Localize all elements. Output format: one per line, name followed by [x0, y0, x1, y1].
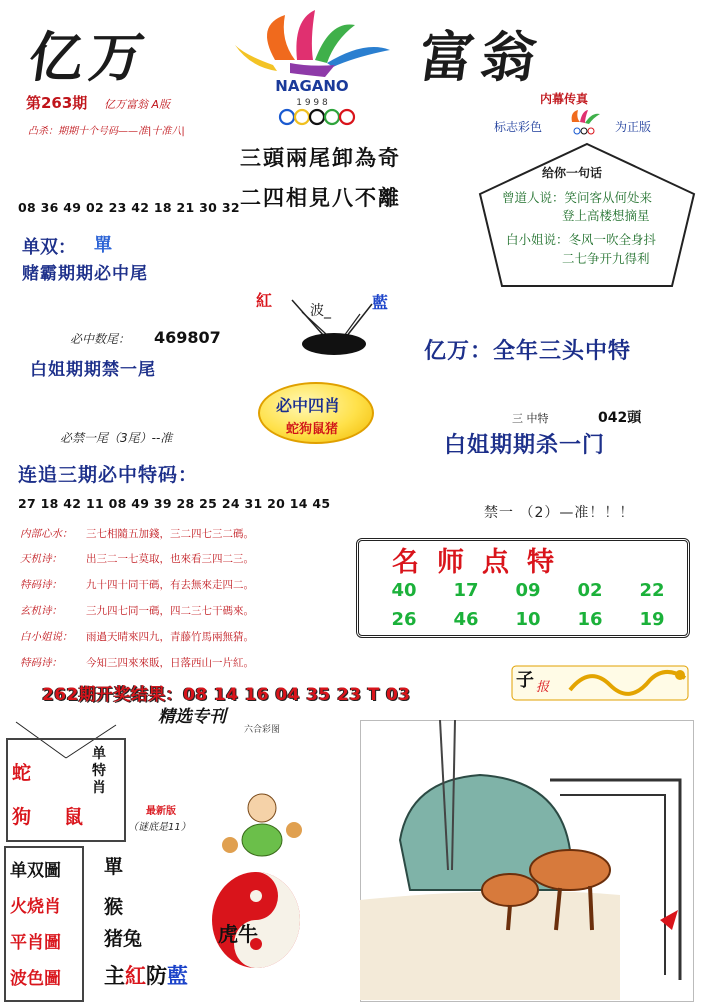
bottom-legend-item: 火烧肖	[10, 897, 61, 917]
riddle-hint: （谜底是11）	[128, 822, 191, 833]
bottom-legend-item: 平肖圖	[10, 933, 61, 953]
four-zodiac-title: 必中四肖	[276, 396, 341, 415]
wave-blue: 藍	[372, 293, 389, 312]
mini-logo-icon	[560, 108, 610, 136]
pentagon-line-1: 曾道人说：笑问客从何处来	[502, 190, 653, 205]
zhu-text: 主	[104, 964, 125, 988]
poem-label: 特码诗：	[20, 579, 62, 591]
poem-label: 内部心水：	[20, 528, 73, 540]
dubawei-slogan: 赌霸期期必中尾	[22, 264, 148, 284]
master-number: 19	[639, 609, 665, 630]
master-number: 40	[391, 580, 417, 601]
bizhong-value: 469807	[154, 328, 221, 347]
lan-text: 藍	[167, 964, 188, 988]
zodiac-gou: 狗	[12, 806, 32, 828]
poem-row	[20, 655, 254, 670]
poem-row	[20, 551, 254, 566]
issue-label: 第263期	[26, 94, 88, 112]
issue-subtitle: 凸杀：期期十个号码——准|十准八|	[28, 126, 185, 137]
zhongte-label: 三 中特	[512, 412, 549, 425]
masters-title: 名师点特	[392, 547, 572, 578]
lianzhui-heading: 连追三期必中特码：	[18, 464, 199, 486]
wave-green: 波_	[310, 303, 331, 319]
master-number: 09	[515, 580, 541, 601]
poem-text: 今知三四來來販，日落西山一片紅。	[86, 657, 254, 669]
bottom-hou: 猴	[104, 896, 124, 918]
title-right: 富翁	[415, 25, 549, 89]
verse-line-2: 二四相見八不離	[240, 185, 401, 210]
pig-illustration	[360, 720, 694, 1002]
zhuankan-subtitle: 六合彩图	[244, 725, 281, 735]
nagano-logo	[215, 5, 410, 130]
master-number: 17	[453, 580, 479, 601]
zodiac-vertical-title: 单特肖	[92, 746, 106, 796]
logo-year: 1 9 9 8	[296, 98, 328, 108]
shayimen-slogan: 白姐期期杀一门	[444, 433, 606, 458]
poem-row	[20, 526, 254, 541]
danshuang-label: 单双：	[22, 237, 76, 258]
cartoon-kid-icon	[200, 790, 310, 860]
poem-text: 三九四七同一碼，四二三七干碼來。	[86, 605, 254, 617]
fang-text: 防	[146, 964, 167, 988]
poem-label: 白小姐说：	[20, 631, 73, 643]
pentagon-line-2: 登上高楼想摘星	[562, 208, 650, 223]
master-number: 02	[577, 580, 603, 601]
poem-text: 九十四十同干碼，有去無來走四二。	[86, 579, 254, 591]
fax-left-text: 标志彩色	[494, 120, 543, 134]
zi-char: 子	[516, 670, 534, 691]
pentagon-line-3: 白小姐说：冬风一吹全身抖	[506, 232, 657, 247]
poem-label: 天机诗：	[20, 553, 62, 565]
baijie-slogan: 白姐期期禁一尾	[30, 360, 156, 380]
four-zodiac-list: 蛇狗鼠猪	[286, 422, 339, 437]
verse-line-1: 三頭兩尾卸為奇	[240, 145, 401, 170]
master-number: 10	[515, 609, 541, 630]
bao-char: 报	[536, 680, 550, 695]
poem-row	[20, 577, 254, 592]
poem-text: 出三二一七莫取，也來看三四二三。	[86, 553, 254, 565]
bizhong-label: 必中数尾：	[70, 332, 131, 346]
fax-right-text: 为正版	[615, 120, 652, 134]
poem-label: 玄机诗：	[20, 605, 62, 617]
poem-row	[20, 603, 254, 618]
bottom-zhu-hong-lan	[104, 960, 188, 990]
master-number: 22	[639, 580, 665, 601]
bottom-legend-item: 波色圖	[10, 969, 61, 989]
zodiac-shu: 鼠	[64, 806, 84, 828]
title-left: 亿万	[25, 25, 155, 89]
danshuang-value: 單	[94, 235, 112, 256]
latest-edition-tag: 最新版	[146, 806, 176, 817]
pentagon-line-4: 二七争开九得利	[562, 251, 650, 266]
numbers-top: 08 36 49 02 23 42 18 21 30 32	[18, 200, 240, 215]
jinyiwei-text: 必禁一尾（3尾）--准	[60, 431, 173, 445]
bottom-zhutu: 猪兔	[104, 928, 143, 950]
yiwan-slogan: 亿万：全年三头中特	[424, 339, 632, 364]
zhongte-value: 042頭	[598, 410, 642, 426]
poem-label: 特码诗：	[20, 657, 62, 669]
issue-tag: 亿万富翁 A版	[104, 98, 171, 111]
hong-text: 紅	[125, 964, 146, 988]
master-number: 26	[391, 609, 417, 630]
poem-text: 三七相隨五加錢，三二四七三二碼。	[86, 528, 254, 540]
numbers-mid: 27 18 42 11 08 49 39 28 25 24 31 20 14 45	[18, 496, 331, 511]
draw-result: 262期开奖结果：08 14 16 04 35 23 T 03	[42, 685, 411, 705]
fax-title: 内幕传真	[540, 92, 589, 106]
bottom-dan: 單	[104, 856, 124, 878]
zodiac-she: 蛇	[12, 762, 32, 784]
master-number: 46	[453, 609, 479, 630]
logo-text: NAGANO	[275, 77, 349, 95]
zhuankan-title: 精选专刊	[158, 707, 226, 727]
poem-text: 雨過天晴來四九，青藤竹馬兩無猜。	[86, 631, 254, 643]
poem-row	[20, 629, 254, 644]
bottom-huniu: 虎牛	[218, 922, 258, 946]
jinyi-2-text: 禁一 （2）—准！！！	[484, 505, 635, 521]
master-number: 16	[577, 609, 603, 630]
wave-red: 紅	[256, 291, 273, 310]
pentagon-title: 给你一句话	[542, 166, 603, 180]
bottom-legend-item: 单双圖	[10, 861, 61, 881]
